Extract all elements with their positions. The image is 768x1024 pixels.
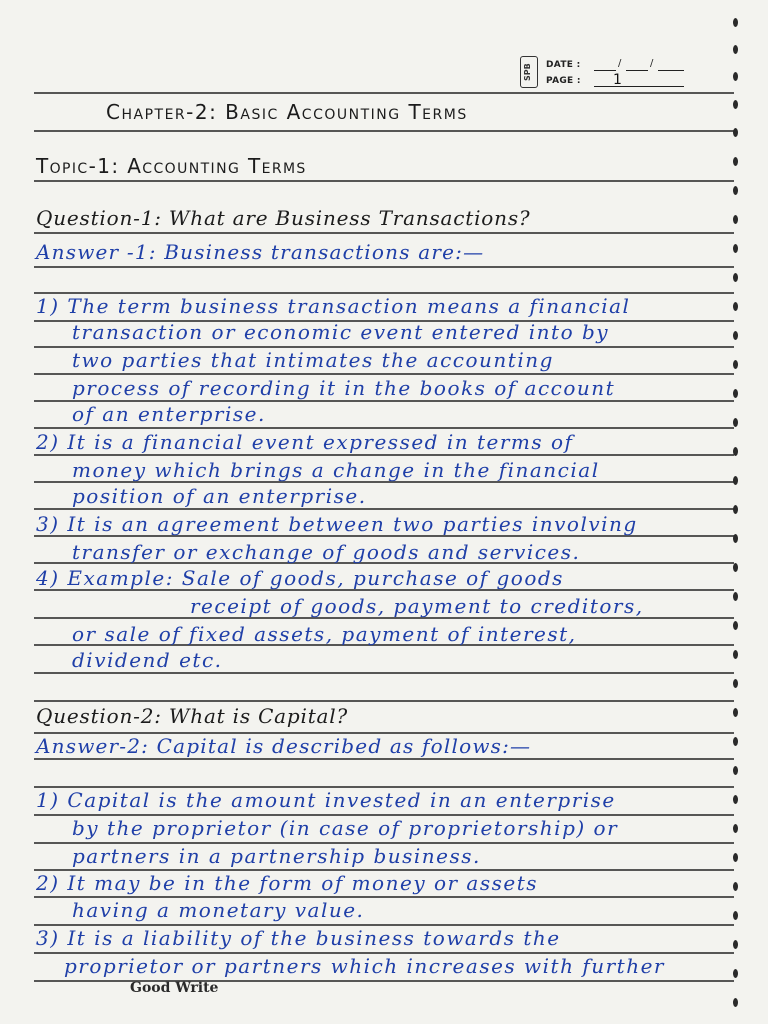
binding-hole — [733, 853, 738, 862]
page-label: PAGE : — [546, 76, 581, 86]
binding-hole — [733, 911, 738, 920]
date-slash-icon: / — [618, 58, 622, 69]
binding-hole — [733, 940, 738, 949]
answer-line: process of recording it in the books of account — [72, 376, 616, 400]
ruled-line — [34, 266, 734, 268]
binding-hole — [733, 998, 738, 1007]
ruled-line — [34, 373, 734, 375]
answer-line: 3) It is a liability of the business towards the — [36, 926, 561, 950]
ruled-line — [34, 130, 734, 132]
answer-line: money which brings a change in the financial — [72, 458, 600, 482]
binding-hole — [733, 273, 738, 282]
binding-hole — [733, 476, 738, 485]
answer-line: 2) It may be in the form of money or assets — [36, 871, 539, 895]
date-day-line — [594, 70, 616, 71]
answer-line: position of an enterprise. — [72, 484, 367, 508]
binding-hole — [733, 505, 738, 514]
binding-hole — [733, 302, 738, 311]
answer-2: Answer-2: Capital is described as follows:— — [36, 734, 532, 758]
question-1: Question-1: What are Business Transactions? — [36, 206, 531, 230]
ruled-line — [34, 427, 734, 429]
binding-hole — [733, 72, 738, 81]
page-number-line — [594, 86, 684, 87]
binding-hole — [733, 157, 738, 166]
binding-hole — [733, 882, 738, 891]
answer-line: 1) The term business transaction means a financial — [36, 294, 631, 318]
binding-hole — [733, 331, 738, 340]
ruled-line — [34, 758, 734, 760]
answer-1: Answer -1: Business transactions are:— — [36, 240, 485, 264]
binding-hole — [733, 708, 738, 717]
answer-line: transaction or economic event entered into by — [72, 320, 610, 344]
answer-line: 3) It is an agreement between two parties involving — [36, 512, 638, 536]
question-2: Question-2: What is Capital? — [36, 704, 348, 728]
binding-hole — [733, 447, 738, 456]
binding-holes — [728, 0, 768, 1024]
binding-hole — [733, 186, 738, 195]
page-number: 1 — [613, 72, 622, 88]
topic-title: Topic-1: Accounting Terms — [36, 154, 307, 178]
brand-logo: SPB — [520, 56, 538, 88]
binding-hole — [733, 244, 738, 253]
answer-line: having a monetary value. — [72, 898, 365, 922]
ruled-line — [34, 672, 734, 674]
binding-hole — [733, 563, 738, 572]
answer-line: proprietor or partners which increases with further — [64, 954, 665, 978]
binding-hole — [733, 621, 738, 630]
binding-hole — [733, 824, 738, 833]
date-slash-icon: / — [650, 58, 654, 69]
answer-line: two parties that intimates the accounting — [72, 348, 554, 372]
date-label: DATE : — [546, 60, 581, 70]
chapter-title: Chapter-2: Basic Accounting Terms — [106, 100, 468, 124]
answer-line: transfer or exchange of goods and services. — [72, 540, 581, 564]
binding-hole — [733, 18, 738, 27]
date-year-line — [658, 70, 684, 71]
answer-line: or sale of fixed assets, payment of interest, — [72, 622, 577, 646]
ruled-line — [34, 454, 734, 456]
binding-hole — [733, 360, 738, 369]
binding-hole — [733, 100, 738, 109]
binding-hole — [733, 795, 738, 804]
ruled-line — [34, 508, 734, 510]
ruled-line — [34, 700, 734, 702]
page-header — [520, 52, 700, 96]
binding-hole — [733, 592, 738, 601]
binding-hole — [733, 650, 738, 659]
ruled-line — [34, 232, 734, 234]
binding-hole — [733, 969, 738, 978]
binding-hole — [733, 389, 738, 398]
answer-line: 1) Capital is the amount invested in an enterprise — [36, 788, 616, 812]
answer-line: receipt of goods, payment to creditors, — [190, 594, 644, 618]
binding-hole — [733, 534, 738, 543]
binding-hole — [733, 418, 738, 427]
answer-line: dividend etc. — [72, 648, 223, 672]
binding-hole — [733, 128, 738, 137]
binding-hole — [733, 766, 738, 775]
date-month-line — [626, 70, 648, 71]
binding-hole — [733, 45, 738, 54]
answer-line: partners in a partnership business. — [72, 844, 481, 868]
ruled-line — [34, 180, 734, 182]
answer-line: by the proprietor (in case of proprietorship) or — [72, 816, 619, 840]
binding-hole — [733, 737, 738, 746]
binding-hole — [733, 679, 738, 688]
answer-line: of an enterprise. — [72, 402, 266, 426]
binding-hole — [733, 215, 738, 224]
footer-brand: Good Write — [130, 980, 219, 996]
answer-line: 2) It is a financial event expressed in terms of — [36, 430, 574, 454]
answer-line: 4) Example: Sale of goods, purchase of goods — [36, 566, 564, 590]
